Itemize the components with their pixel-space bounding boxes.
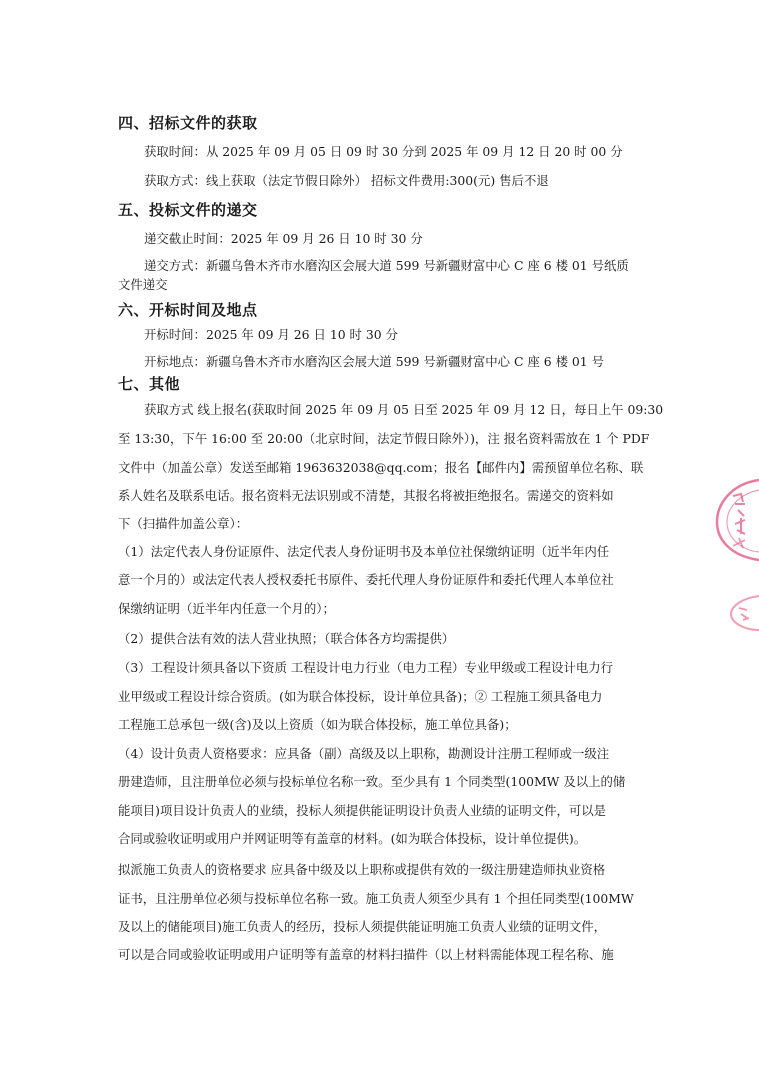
section-7-line: 合同或验收证明或用户并网证明等有盖章的材料。(如为联合体投标，设计单位提供)。 — [118, 831, 587, 846]
section-7-line: 业甲级或工程设计综合资质。(如为联合体投标，设计单位具备)；② 工程施工须具备电力 — [118, 689, 603, 704]
section-7-line: （3）工程设计须具备以下资质 工程设计电力行业（电力工程）专业甲级或工程设计电力行 — [118, 660, 614, 675]
section-7-line: 保缴纳证明（近半年内任意一个月的）； — [118, 601, 335, 616]
section-7-line: 册建造师，且注册单位必须与投标单位名称一致。至少具有 1 个同类型(100MW 及以上的储 — [118, 774, 626, 789]
red-seal-stamp — [711, 474, 759, 562]
section-7-line: 系人姓名及联系电话。报名资料无法识别或不清楚，其报名将被拒绝报名。需递交的资料如 — [118, 488, 614, 503]
section-7-line: 获取方式 线上报名(获取时间 2025 年 09 月 05 日至 2025 年 09 月 12 日，每日上午 09:30 — [144, 402, 664, 417]
section-7-line: （1）法定代表人身份证原件、法定代表人身份证明书及本单位社保缴纳证明（近半年内任 — [118, 544, 610, 559]
section-7-line: 可以是合同或验收证明或用户证明等有盖章的材料扫描件（以上材料需能体现工程名称、施 — [118, 947, 614, 962]
section-5-deadline: 递交截止时间：2025 年 09 月 26 日 10 时 30 分 — [144, 231, 423, 246]
section-5-method: 递交方式：新疆乌鲁木齐市水磨沟区会展大道 599 号新疆财富中心 C 座 6 楼 01 号纸质 — [144, 258, 629, 273]
section-7-line: 能项目)项目设计负责人的业绩，投标人须提供能证明设计负责人业绩的证明文件，可以是 — [118, 803, 607, 818]
section-7-line: 及以上的储能项目)施工负责人的经历，投标人须提供能证明施工负责人业绩的证明文件， — [118, 919, 607, 934]
red-seal-fragment — [719, 590, 759, 634]
section-7-line: 证书，且注册单位必须与投标单位名称一致。施工负责人须至少具有 1 个担任同类型(100MW — [118, 891, 634, 906]
section-6-open-place: 开标地点：新疆乌鲁木齐市水磨沟区会展大道 599 号新疆财富中心 C 座 6 楼 01 号 — [144, 354, 605, 369]
section-4-heading: 四、招标文件的获取 — [118, 114, 258, 132]
section-7-line: 工程施工总承包一级(含)及以上资质（如为联合体投标，施工单位具备)； — [118, 717, 517, 732]
section-5-heading: 五、投标文件的递交 — [118, 201, 258, 219]
section-6-open-time: 开标时间：2025 年 09 月 26 日 10 时 30 分 — [144, 327, 398, 342]
section-7-line: 意一个月的）或法定代表人授权委托书原件、委托代理人身份证原件和委托代理人本单位社 — [118, 572, 614, 587]
section-4-acquire-method: 获取方式：线上获取（法定节假日除外） 招标文件费用:300(元) 售后不退 — [144, 173, 549, 188]
section-7-line: 拟派施工负责人的资格要求 应具备中级及以上职称或提供有效的一级注册建造师执业资格 — [118, 862, 606, 877]
section-7-line: （2）提供合法有效的法人营业执照；（联合体各方均需提供） — [118, 631, 455, 646]
section-4-acquire-time: 获取时间：从 2025 年 09 月 05 日 09 时 30 分到 2025 年 09 月 12 日 20 时 00 分 — [144, 144, 623, 159]
section-7-line: 下（扫描件加盖公章）： — [118, 516, 249, 531]
section-6-heading: 六、开标时间及地点 — [118, 301, 258, 319]
section-7-line: 至 13:30，下午 16:00 至 20:00（北京时间，法定节假日除外）)，注 报名资料需放在 1 个 PDF — [118, 431, 650, 446]
section-7-heading: 七、其他 — [118, 375, 181, 393]
section-7-line: （4）设计负责人资格要求：应具备（副）高级及以上职称，勘测设计注册工程师或一级注 — [118, 746, 610, 761]
section-5-method-cont: 文件递交 — [118, 277, 168, 292]
section-7-line: 文件中（加盖公章）发送至邮箱 1963632038@qq.com；报名【邮件内】需预留单位名称、联 — [118, 460, 644, 475]
